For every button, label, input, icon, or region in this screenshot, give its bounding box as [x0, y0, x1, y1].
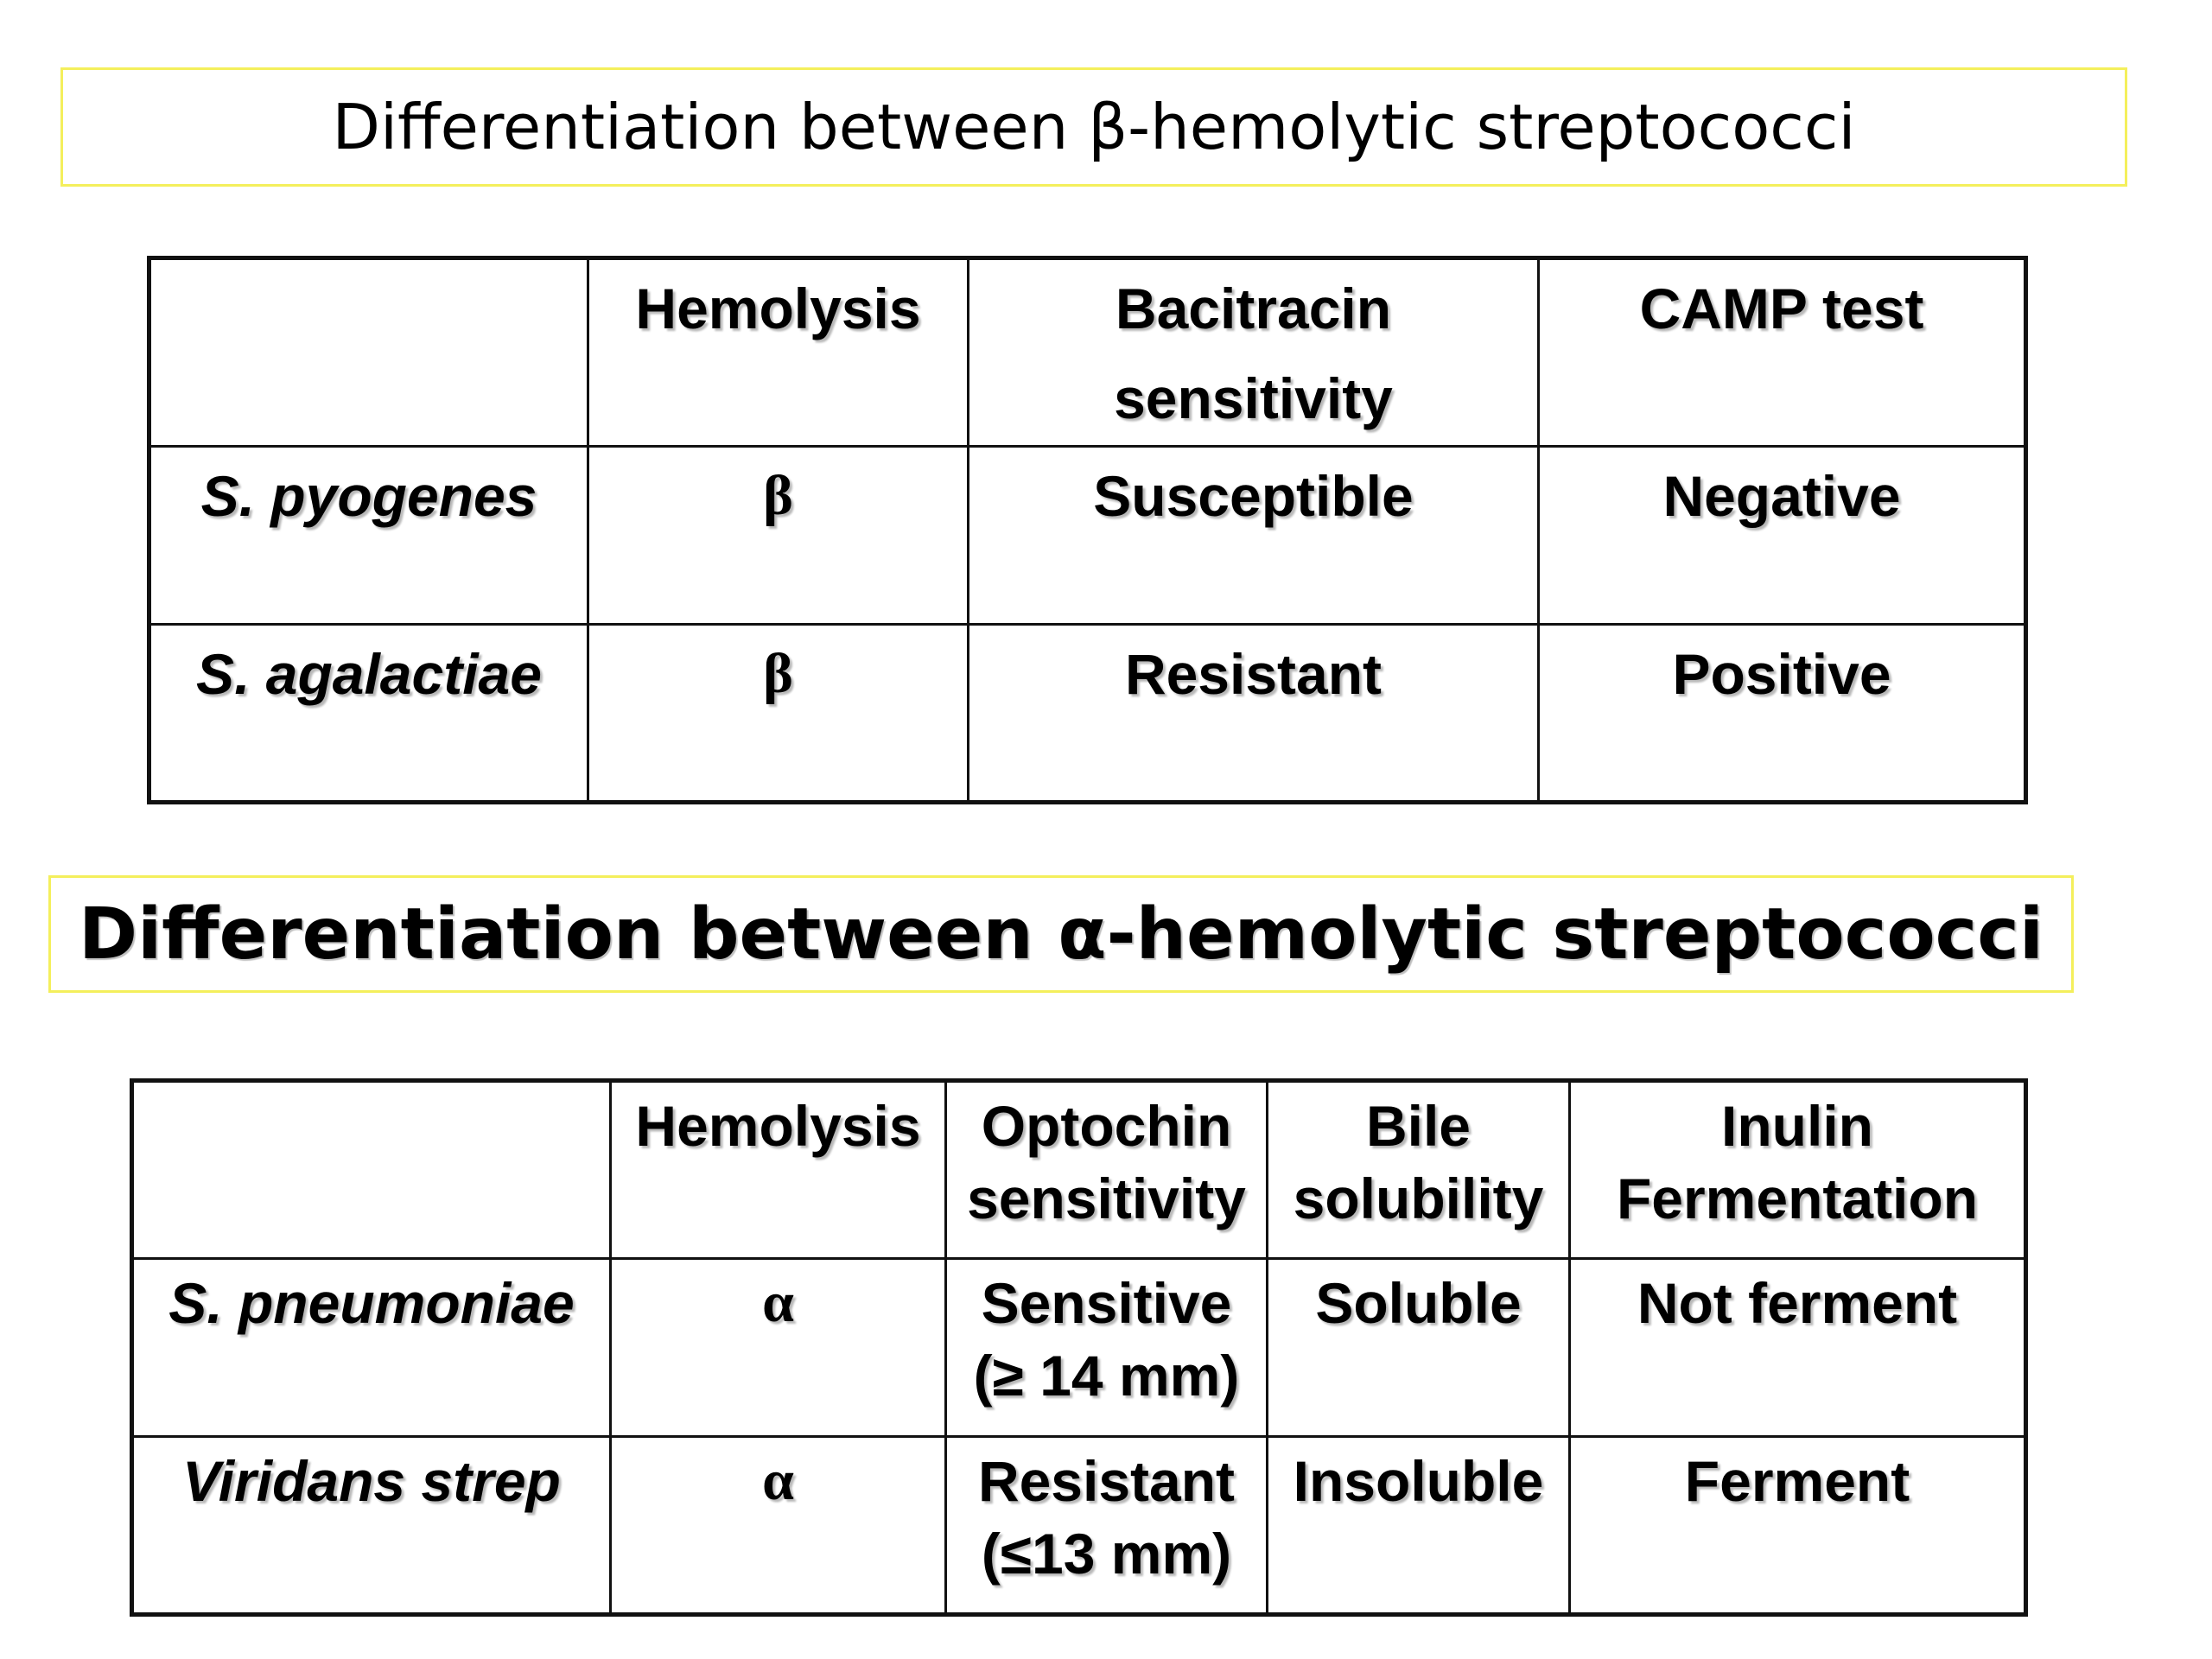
- beta-section-title: [60, 67, 2127, 187]
- species-cell: S. pneumoniae: [132, 1259, 611, 1437]
- header-line: Bile: [1365, 1094, 1471, 1158]
- cell-line: (≥ 14 mm): [973, 1344, 1240, 1408]
- camp-cell: Negative: [1539, 447, 2026, 625]
- header-bile-solubility: [1268, 1081, 1570, 1259]
- hemolysis-cell: β: [588, 447, 969, 625]
- hemolysis-cell: β: [588, 625, 969, 803]
- bile-cell: Insoluble: [1268, 1437, 1570, 1615]
- header-bacitracin-sensitivity: [969, 258, 1539, 447]
- header-optochin-sensitivity: [946, 1081, 1268, 1259]
- bacitracin-cell: Resistant: [969, 625, 1539, 803]
- cell-line: Resistant: [977, 1449, 1236, 1513]
- table-row: [132, 1259, 2026, 1437]
- header-line: Bacitracin: [1115, 276, 1392, 340]
- species-cell: S. pyogenes: [149, 447, 588, 625]
- camp-cell: Positive: [1539, 625, 2026, 803]
- table-row: [149, 447, 2026, 625]
- beta-section-title-text: Differentiation between β-hemolytic streptococci: [332, 91, 1856, 163]
- header-hemolysis: Hemolysis: [588, 258, 969, 447]
- alpha-section-title: [48, 875, 2074, 993]
- table-header-row: [149, 258, 2026, 447]
- cell-line: Sensitive: [981, 1271, 1232, 1335]
- inulin-cell: Not ferment: [1570, 1259, 2026, 1437]
- alpha-section-title-text: Differentiation between α-hemolytic streptococci: [79, 893, 2044, 976]
- header-hemolysis: Hemolysis: [611, 1081, 946, 1259]
- header-line: sensitivity: [1114, 366, 1393, 430]
- inulin-cell: Ferment: [1570, 1437, 2026, 1615]
- bacitracin-cell: Susceptible: [969, 447, 1539, 625]
- header-inulin-fermentation: [1570, 1081, 2026, 1259]
- species-cell: Viridans strep: [132, 1437, 611, 1615]
- header-line: Fermentation: [1616, 1166, 1979, 1230]
- header-camp-test: CAMP test: [1539, 258, 2026, 447]
- empty-header-cell: [149, 258, 588, 447]
- empty-header-cell: [132, 1081, 611, 1259]
- table-header-row: [132, 1081, 2026, 1259]
- header-line: solubility: [1293, 1166, 1544, 1230]
- header-line: sensitivity: [967, 1166, 1246, 1230]
- bile-cell: Soluble: [1268, 1259, 1570, 1437]
- table-row: [149, 625, 2026, 803]
- hemolysis-cell: α: [611, 1437, 946, 1615]
- beta-hemolytic-table: [147, 256, 2028, 804]
- species-cell: S. agalactiae: [149, 625, 588, 803]
- header-line: Inulin: [1721, 1094, 1873, 1158]
- optochin-cell: [946, 1437, 1268, 1615]
- cell-line: (≤13 mm): [981, 1522, 1232, 1586]
- alpha-hemolytic-table: [130, 1078, 2028, 1617]
- hemolysis-cell: α: [611, 1259, 946, 1437]
- header-line: Optochin: [981, 1094, 1232, 1158]
- optochin-cell: [946, 1259, 1268, 1437]
- table-row: [132, 1437, 2026, 1615]
